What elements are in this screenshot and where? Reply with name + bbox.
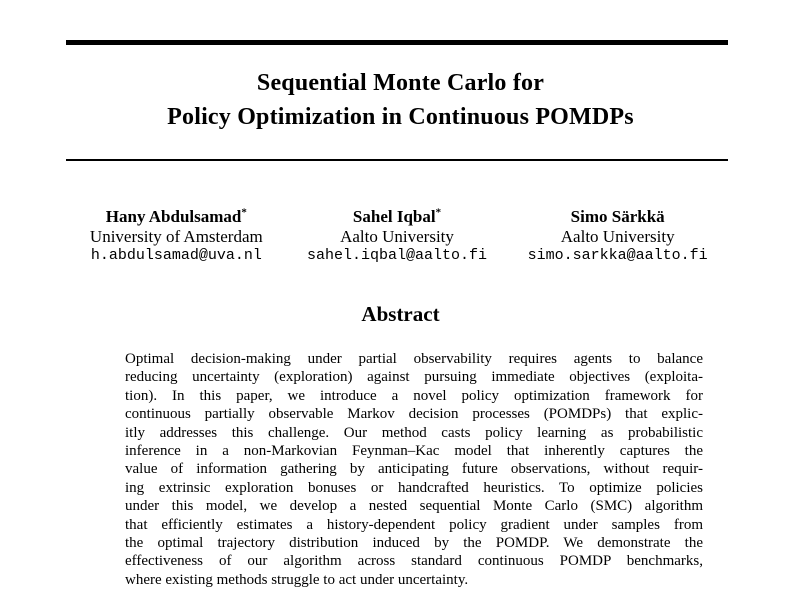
author-footnote-mark: * — [241, 206, 247, 219]
abstract-body — [125, 350, 703, 589]
abstract-line: under this model, we develop a nested sequential Monte Carlo (SMC) algorithm — [125, 498, 703, 515]
abstract-line: itly addresses this challenge. Our method casts policy learning as probabilistic — [125, 424, 703, 441]
author-affiliation: Aalto University — [560, 227, 675, 246]
author-name-text: Hany Abdulsamad — [105, 207, 242, 226]
author-column-3 — [507, 206, 728, 265]
abstract-line: that efficiently estimates a history-dependent policy gradient under samples from — [125, 516, 703, 533]
author-footnote-mark: * — [435, 206, 442, 219]
author-email: h.abdulsamad@uva.nl — [90, 247, 262, 264]
author-email: simo.sarkka@aalto.fi — [527, 247, 708, 264]
top-rule — [66, 40, 728, 45]
abstract-heading: Abstract — [361, 302, 440, 326]
author-column-2 — [287, 206, 508, 265]
abstract-line: continuous partially observable Markov decision processes (POMDPs) that explic- — [125, 406, 703, 423]
author-affiliation: Aalto University — [340, 227, 454, 246]
author-email: sahel.iqbal@aalto.fi — [306, 247, 488, 264]
abstract-line: value of information gathering by anticipating future observations, without requir- — [125, 461, 703, 478]
abstract-line: ing extrinsic exploration bonuses or handcrafted heuristics. To optimize policies — [125, 479, 703, 496]
author-name — [287, 206, 508, 227]
title-line-2: Policy Optimization in Continuous POMDPs — [167, 104, 634, 130]
title-line-1: Sequential Monte Carlo for — [256, 70, 545, 96]
author-block — [66, 206, 728, 265]
title-rule — [66, 159, 728, 161]
paper-title — [0, 66, 801, 134]
abstract-line: effectiveness of our algorithm across standard continuous POMDP benchmarks, — [125, 553, 703, 570]
author-column-1 — [66, 206, 287, 265]
author-name — [507, 206, 728, 227]
author-name — [66, 206, 287, 227]
author-name-text: Simo Särkkä — [570, 207, 665, 226]
author-name-text: Sahel Iqbal — [352, 207, 436, 226]
author-affiliation: University of Amsterdam — [89, 227, 263, 246]
abstract-line: Optimal decision-making under partial observability requires agents to balance — [125, 351, 703, 367]
abstract-line: the optimal trajectory distribution induced by the POMDP. We demonstrate the — [125, 534, 703, 551]
abstract-line: tion). In this paper, we introduce a novel policy optimization framework for — [125, 387, 703, 404]
abstract-line: inference in a non-Markovian Feynman–Kac model that inherently captures the — [125, 442, 703, 459]
abstract-line: reducing uncertainty (exploration) against pursuing immediate objectives (exploita- — [125, 369, 703, 386]
abstract-line: where existing methods struggle to act under uncertainty. — [125, 571, 469, 588]
